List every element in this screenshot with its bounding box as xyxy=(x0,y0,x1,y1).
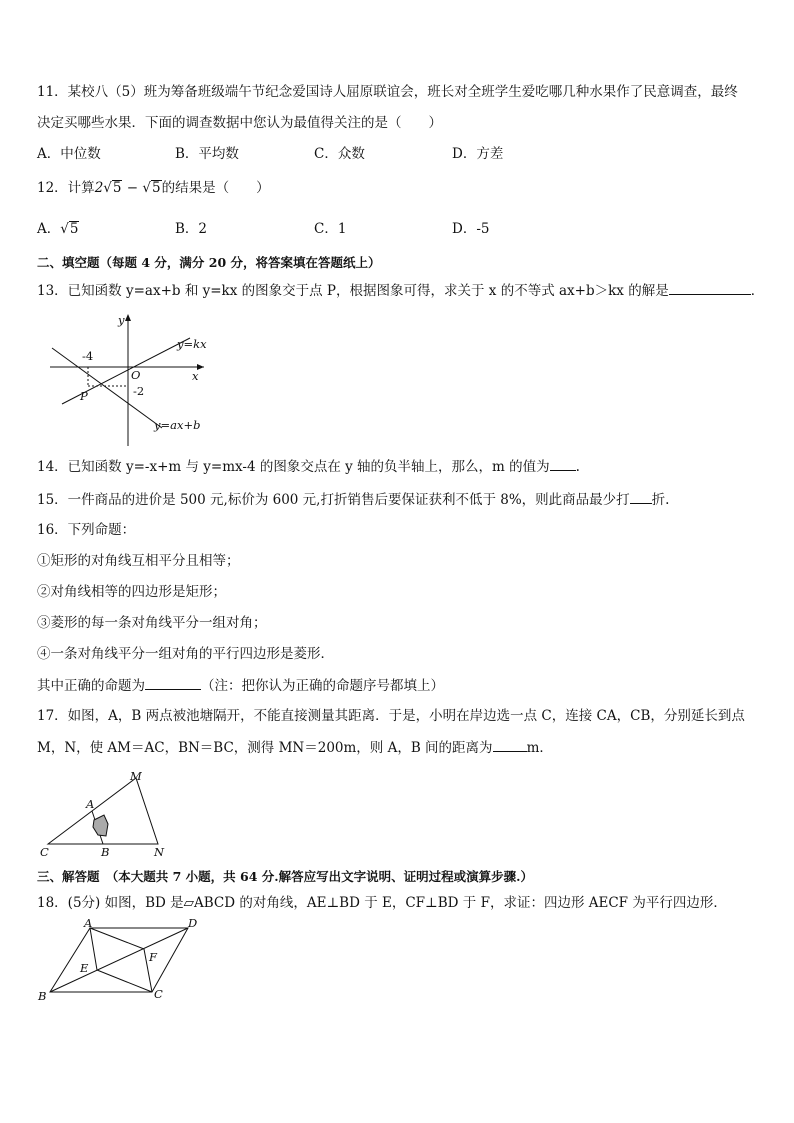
q18-stem: 18．(5分) 如图，BD 是▱ABCD 的对角线，AE⊥BD 于 E，CF⊥BD 于 F，求证：四边形 AECF 为平行四边形． xyxy=(37,895,727,911)
label-origin: O xyxy=(131,368,141,382)
label-b: B xyxy=(38,989,47,1003)
q12-coef: 2 xyxy=(94,180,104,196)
q12-option-a: A．√5 xyxy=(37,221,79,237)
q16-item-4: ④一条对角线平分一组对角的平行四边形是菱形． xyxy=(37,646,334,662)
answer-blank[interactable] xyxy=(145,675,201,690)
label-c: C xyxy=(154,987,163,1001)
q11-option-a: A．中位数 xyxy=(37,146,101,162)
sqrt-sign-icon: √ xyxy=(60,221,69,237)
y-axis-arrow-icon xyxy=(125,314,131,321)
q16-title: 16．下列命题： xyxy=(37,522,136,538)
q12-option-d: D．-5 xyxy=(452,221,490,237)
q13-stem: 13．已知函数 y=ax+b 和 y=kx 的图象交于点 P，根据图象可得，求关于 x 的不等式 ax+b＞kx 的解是 ． xyxy=(37,280,764,301)
answer-blank[interactable] xyxy=(550,456,576,471)
label-m: M xyxy=(130,769,142,783)
q11-option-d: D．方差 xyxy=(452,146,504,162)
q11-options xyxy=(37,144,757,164)
q17-figure xyxy=(36,768,176,862)
label-y-axis: y xyxy=(118,313,125,327)
label-n: N xyxy=(154,845,165,859)
q12-option-c: C．1 xyxy=(314,221,347,237)
q14-stem: 14．已知函数 y=-x+m 与 y=mx-4 的图象交点在 y 轴的负半轴上，那么，m 的值为 . xyxy=(37,456,580,477)
q11-option-c: C．众数 xyxy=(314,146,365,162)
answer-blank[interactable] xyxy=(669,280,751,295)
q17-line2: M，N，使 AM＝AC，BN＝BC，测得 MN＝200m，则 A，B 间的距离为 m． xyxy=(37,737,553,758)
q11-line2: 决定买哪些水果．下面的调查数据中您认为最值得关注的是（ ） xyxy=(37,115,442,131)
pond-shape xyxy=(93,815,108,836)
segment-af xyxy=(90,928,144,949)
answer-blank[interactable] xyxy=(630,489,652,504)
label-b: B xyxy=(101,845,110,859)
label-line-kx: y=kx xyxy=(177,337,207,351)
label-a: A xyxy=(84,916,93,930)
q12-suffix: 的结果是（ ） xyxy=(161,180,270,196)
q12-radicand1: 5 xyxy=(112,180,122,196)
q12-prefix: 12．计算 xyxy=(37,180,95,196)
q15-stem: 15．一件商品的进价是 500 元,标价为 600 元,打折销售后要保证获利不低于 8%，则此商品最少打 折. xyxy=(37,489,669,510)
q12-stem xyxy=(37,178,270,198)
q16-item-3: ③菱形的每一条对角线平分一组对角； xyxy=(37,615,267,631)
answer-blank[interactable] xyxy=(493,737,527,752)
label-d: D xyxy=(188,916,198,930)
sqrt-sign-icon: √ xyxy=(103,180,112,196)
q16-answer-line: 其中正确的命题为 （注：把你认为正确的命题序号都填上） xyxy=(37,675,444,696)
segment-ae xyxy=(90,928,97,970)
q18-figure xyxy=(34,916,204,1004)
q11-option-b: B．平均数 xyxy=(175,146,239,162)
q12-minus: − xyxy=(122,180,143,196)
label-neg4: -4 xyxy=(82,349,94,363)
label-c: C xyxy=(40,845,49,859)
sqrt-sign-icon: √ xyxy=(142,180,151,196)
q16-item-1: ①矩形的对角线互相平分且相等； xyxy=(37,553,240,569)
q17-line1: 17．如图，A，B 两点被池塘隔开，不能直接测量其距离．于是，小明在岸边选一点 C，连接 CA，CB，分别延长到点 xyxy=(37,708,745,724)
section3-heading: 三、解答题 （本大题共 7 小题，共 64 分.解答应写出文字说明、证明过程或演算步骤.） xyxy=(37,869,533,884)
q16-item-2: ②对角线相等的四边形是矩形； xyxy=(37,584,226,600)
label-point-p: P xyxy=(80,389,88,403)
label-f: F xyxy=(149,950,157,964)
section2-heading: 二、填空题（每题 4 分，满分 20 分，将答案填在答题纸上） xyxy=(37,255,381,270)
segment-ec xyxy=(97,970,152,992)
label-e: E xyxy=(80,961,89,975)
label-line-axb: y=ax+b xyxy=(154,418,201,432)
label-x-axis: x xyxy=(192,369,199,383)
label-neg2: -2 xyxy=(133,384,145,398)
q13-figure xyxy=(44,308,214,450)
q12-option-b: B．2 xyxy=(175,221,208,237)
diagonal-bd xyxy=(50,928,188,992)
q11-line1: 11．某校八（5）班为筹备班级端午节纪念爱国诗人屈原联谊会，班长对全班学生爱吃哪几种水果作了民意调查，最终 xyxy=(37,84,738,100)
q12-radicand2: 5 xyxy=(152,180,161,196)
label-a: A xyxy=(86,797,95,811)
q12-options xyxy=(37,219,757,239)
line-axb xyxy=(52,348,162,428)
